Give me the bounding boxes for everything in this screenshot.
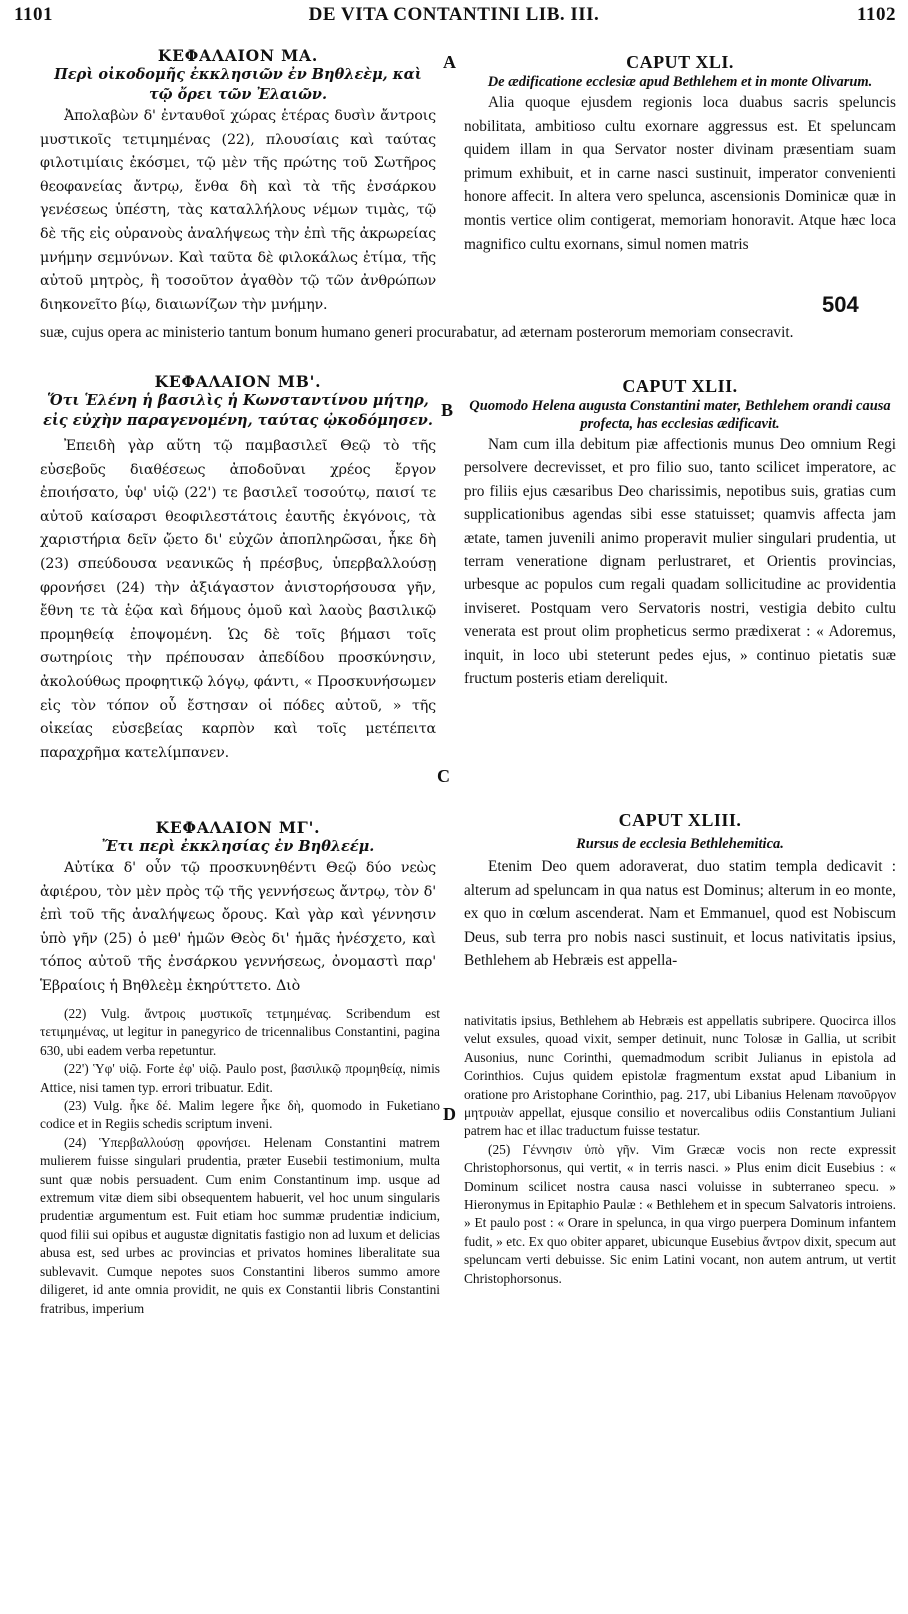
latin-chapter-text: Etenim Deo quem adoraverat, duo statim templa dedicavit : alterum ad speluncam in qua natus est Dominus; alterum in eo monte, ex quo in cœlum ascenderat. Nam et Emmanuel, quod est Nobiscum Deus, sub terra pro nobis nasci sustinuit, et locus nativitatis ipsius, Bethlehem ab Hebræis est appella- [464,858,896,970]
footnote-text: nativitatis ipsius, Bethlehem ab Hebræis est appellatis subripere. Quocirca illos velut exsules, quoad vixit, semper detinuit, nunc Tolosæ in Gallia, ut scribit Ausonius, nunc Corinthi, quemadmodum scribit Julianus in epistola ad Corinthios. Cujus quidem epistolæ fragmentum exstat apud Libanium in oratione pro Aristophane Corinthio, pag. 217, ubi Libanius Helenam πανοῦργον μητρυιὰν appellat, ejusque consilio et novercalibus odiis Constantium Juliani patrem hac et illac traductum fuisse testatur. [464,1013,896,1139]
latin-chapter-title: De ædificatione ecclesiæ apud Bethlehem et in monte Olivarum. [487,74,873,90]
greek-chapter-text: Ἐπειδὴ γὰρ αὕτη τῷ παμβασιλεῖ Θεῷ τὸ τῆς εὐσεβοῦς διαθέσεως ἀποδοῦναι χρέος ἔργον ἐποιήσατο, ὑφ' υἱῷ (22') τε βασιλεῖ τοσούτῳ, παισί τε αὐτοῦ καίσαρσι θεοφιλεστάτοις ἑαυτῆς ἐκγόνοις, τὰ χαριστήρια δεῖν ᾤετο δι' εὐχῶν ἀποπληρῶσαι, ἧκε δὴ (23) σπεύδουσα νεανικῶς ἡ πρέσβυς, ὑπερβαλλούσῃ φρονήσει (24) τὴν ἀξιάγαστον ἀνιστορήσουσα γῆν, ἔθνη τε τὰ ἑῷα καὶ δήμους ὁμοῦ καὶ λαοὺς βασιλικῷ προμηθείᾳ ἐποψομένη. Ὡς δὲ τοῖς βήμασι τοῖς σωτηρίοις τὴν πρέπουσαν ἀπεδίδου προσκύνησιν, ἀκολούθως προφητικῷ λόγῳ, φάντι, « Προσκυνήσωμεν εἰς τὸν τόπον οὗ ἔστησαν οἱ πόδες αὐτοῦ, » τῆς οἰκείας εὐσεβείας καρπὸν καὶ τοῖς μετέπειτα παραχρῆμα κατελίμπανεν. [40,438,436,761]
footnote-label: (23) Vulg. ἧκε δέ. [64,1098,172,1114]
latin-chapter-heading: CAPUT XLII. [622,376,738,396]
footnote [40,1060,440,1097]
left-page-number: 1101 [14,4,53,25]
greek-chapter-title: Ὅτι Ἑλένη ἡ βασιλὶς ἡ Κωνσταντίνου μήτηρ, εἰς εὐχὴν παραγενομένη, ταύτας ᾠκοδόμησεν. [43,392,433,429]
footnote-label: (25) Γέννησιν ὑπὸ γῆν. [488,1141,640,1157]
margin-marker-a: A [443,52,456,72]
footnote-label: (22) Vulg. ἄντροις μυστικοῖς τετμημένας. [64,1006,332,1021]
latin-chapter-text: Nam cum illa debitum piæ affectionis munus Deo omnium Regi persolvere decrevisset, et pro filio suo, tanto scilicet imperatore, ac pro filiis ejus cæsaribus Deo charissimis, nepotibus suis, gratias cum supplicationibus agendas sibi esse statuisset; quamvis affecta jam ætate, tamen juvenili animo properavit mulier singulari prudentia, ut terram veneratione dignam perlustraret, et Orientis provincias, urbesque ac populos cum regali quadam sollicitudine ac providentia inviseret. Postquam vero Servatoris nostri, vestigia debito cultu venerata est prout olim propheticus sermo prædixerat : « Adoremus, inquit, in loco ubi steterunt pedes ejus, » continuo pietatis suæ fructum posteris etiam dereliquit. [464,436,896,688]
footnote-label: (22') Ὑφ' υἱῷ. [64,1061,142,1077]
greek-chapter-heading: ΚΕΦΑΛΑΙΟΝ ΜΓ'. [155,818,321,837]
footnote [40,1005,440,1060]
latin-chapter-42 [464,376,896,690]
greek-chapter-title: Ἔτι περὶ ἐκκλησίας ἐν Βηθλεέμ. [101,838,375,855]
footnote [40,1134,440,1318]
latin-chapter-heading: CAPUT XLIII. [618,810,742,830]
footnote-label: (24) Ὑπερβαλλούσῃ φρονήσει. [64,1134,251,1150]
footnote-text: Vim Græcæ vocis non recte expressit Christophorsonus, qui vertit, « in terris nasci. » Plus enim dicit Eusebius : « Dominum scilicet nostra causa nasci voluisse in subterraneo specu. » Hieronymus in Epitaphio Paulæ : « Bethlehem et in specum Salvatoris introiens. » Et paulo post : « Orare in spelunca, in qua virgo puerpera Dominum infantem fudit, » etc. Ex quo obiter apparet, ubicunque Eusebius ἄντρον dixit, specum aut speluncam verti debuisse. Sic enim Latini vocant, non autem antrum, ut vertit Christophorsonus. [464,1141,896,1286]
latin-chapter-title: Rursus de ecclesia Bethlehemitica. [576,836,784,852]
margin-marker-c: C [437,766,450,786]
greek-chapter-title: Περὶ οἰκοδομῆς ἐκκλησιῶν ἐν Βηθλεὲμ, καὶ τῷ ὄρει τῶν Ἐλαιῶν. [54,66,422,103]
footnote-text: Scribendum est τετιμημένας, ut legitur in panegyrico de tricennalibus Constantini, pagina 630, ubi eadem verba repetuntur. [40,1006,441,1058]
latin-chapter-43 [464,810,896,973]
greek-chapter-heading: ΚΕΦΑΛΑΙΟΝ ΜΒ'. [154,372,322,391]
greek-chapter-43 [40,818,436,999]
edition-page-number: 504 [822,292,859,317]
margin-marker-b: B [441,400,454,420]
footnote-text: Forte ἐφ' υἱῷ. Paulo post, βασιλικῷ προμηθείᾳ, nimis Attice, nisi tamen typ. errori tribuatur. Edit. [40,1061,440,1095]
latin-chapter-41 [464,52,896,256]
margin-marker-d: D [443,1104,456,1124]
latin-chapter-41-continuation: suæ, cujus opera ac ministerio tantum bonum humano generi procurabatur, ad æternam posterorum memoriam consecravit. [40,324,794,341]
right-page-number: 1102 [857,4,896,25]
latin-chapter-title: Quomodo Helena augusta Constantini mater, Bethlehem orandi causa profecta, has ecclesias ædificavit. [469,398,891,432]
greek-chapter-text: Ἀπολαβὼν δ' ἐνταυθοῖ χώρας ἑτέρας δυσὶν ἄντροις μυστικοῖς τετιμημένας (22), πλουσίαις καὶ ταύτας φιλοτιμίαις ἐκόσμει, τῷ μὲν τῆς πρώτης τοῦ Σωτῆρος θεοφανείας ἄντρῳ, ἔνθα δὴ καὶ τὰ τῆς ἐνσάρκου γενέσεως ὑπέστη, τὰς καταλλήλους νέμων τιμὰς, τῷ δὲ τῆς εἰς οὐρανοὺς ἀναλήψεως τὴν ἐπὶ τῆς ἀκρωρείας μνήμην σεμνύνων. Καὶ ταῦτα δὲ φιλοκάλως ἐτίμα, τῆς αὐτοῦ μητρὸς, ἣ τοσοῦτον ἀγαθὸν τῷ τῶν ἀνθρώπων διηκονεῖτο βίῳ, διαιωνίζων τὴν μνήμην. [40,108,436,313]
latin-chapter-heading: CAPUT XLI. [626,52,734,72]
footnotes-right [464,1012,896,1288]
greek-chapter-41 [40,46,436,331]
latin-chapter-text: Alia quoque ejusdem regionis loca duabus sacris speluncis nobilitata, ambitioso cultu exornare aggressus est. Et speluncam quidem illam in qua Servator noster divinam præsentiam suam primum exhibuit, et in carne nasci sustinuit, imperator convenienti honore affecit. In altera vero spelunca, ascensionis Dominicæ quæ in montis vertice olim contigerat, memoriam honoravit. Atque hæc loca magnifico cultu exornans, simul nomen matris [464,94,896,253]
greek-chapter-text: Αὐτίκα δ' οὖν τῷ προσκυνηθέντι Θεῷ δύο νεὼς ἀφιέρου, τὸν μὲν πρὸς τῷ τῆς γεννήσεως ἄντρῳ, τὸν δ' ἐπὶ τοῦ τῆς ἀναλήψεως ὄρους. Καὶ γὰρ καὶ γέννησιν ὑπὸ γῆν (25) ὁ μεθ' ἡμῶν Θεὸς δι' ἡμᾶς ἠνέσχετο, καὶ τόπος αὐτοῦ τῆς ἐνσάρκου γεννήσεως, ὀνομαστὶ παρ' Ἑβραίοις ἡ Βηθλεὲμ ἐκηρύττετο. Διὸ [40,860,436,994]
footnote [40,1097,440,1134]
footnote [464,1141,896,1288]
greek-chapter-heading: ΚΕΦΑΛΑΙΟΝ ΜΑ. [157,46,319,65]
greek-chapter-42 [40,372,436,765]
footnotes-left [40,1005,440,1318]
footnote [464,1012,896,1141]
footnote-text: Helenam Constantini matrem mulierem fuisse singulari prudentia, præter Eusebii testimonium, multa sunt quæ nobis persuadent. Cum enim Constantinum imp. usque ad extremum vitæ diem sibi obsequentem habuerit, vel hoc unum singularis prudentiæ argumentum est. Fuit etiam hoc summæ prudentiæ indicium, quod filii sui opibus et augustæ dignitatis fastigio non ad luxum et delicias abusa est, sed urbes ac provincias et privatos homines liberalitate sua sublevavit. Cumque nepotes suos Constantini liberos summo amore diligeret, id ante omnia providit, ne quis ex Constantii libris Constantini fratribus, imperium [40,1134,440,1316]
running-title: DE VITA CONTANTINI LIB. III. [308,4,600,25]
footnote-text: Malim legere ἧκε δὴ, quomodo in Fuketiano codice et in Regiis schedis scriptum inveni. [40,1098,440,1132]
